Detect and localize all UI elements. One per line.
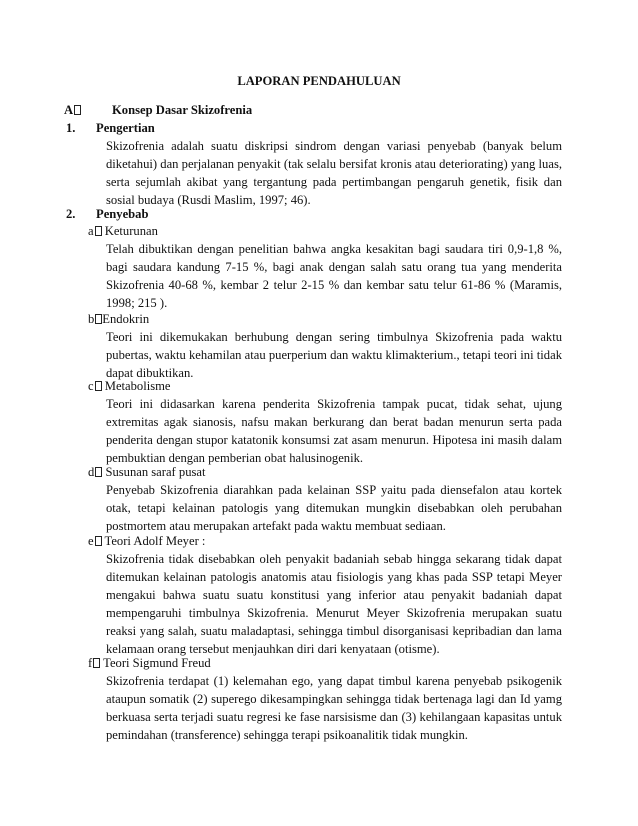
paragraph-line: bagi saudara kandung 7-15 %, bagi anak dengan salah satu orang tua yang menderita xyxy=(106,260,562,274)
cause-item-paragraph xyxy=(106,328,562,382)
paragraph-line: pemindahan (transference) sehingga terapi psikoanalitik tidak mungkin. xyxy=(106,728,468,742)
paragraph-line: reaksi yang salah, suatu maladaptasi, sehingga timbul disorganisasi kepribadian dan lama xyxy=(106,624,562,638)
bullet-box-icon xyxy=(95,467,102,477)
cause-item-paragraph xyxy=(106,395,562,467)
paragraph-line: Skizofrenia tidak disebabkan oleh penyakit badaniah sebab hingga sekarang tidak dapat xyxy=(106,552,562,566)
cause-item-marker: c xyxy=(88,379,94,393)
paragraph-line: extremitas agak sianosis, nafsu makan berkurang dan berat badan menurun serta pada xyxy=(106,415,562,429)
cause-item-marker: f xyxy=(88,656,93,670)
cause-item-marker: e xyxy=(88,534,94,548)
paragraph-line: Penyebab Skizofrenia diarahkan pada kelainan SSP yaitu pada diensefalon atau kortek xyxy=(106,483,562,497)
cause-item-marker: a xyxy=(88,224,94,238)
bullet-box-icon xyxy=(95,381,102,391)
section-a-label: Konsep Dasar Skizofrenia xyxy=(112,103,253,117)
page-title: LAPORAN PENDAHULUAN xyxy=(237,74,401,88)
cause-item-paragraph xyxy=(106,550,562,658)
cause-item-label: Teori Adolf Meyer : xyxy=(104,534,206,548)
paragraph-line: diketahui) dan perjalanan penyakit (tak selalu bersifat kronis atau deteriorating) yang luas, xyxy=(106,157,562,171)
paragraph-line: serta sejumlah akibat yang tergantung pada pertimbangan pengaruh genetik, fisik dan xyxy=(106,175,562,189)
penyebab-number: 2. xyxy=(66,207,76,221)
pengertian-number: 1. xyxy=(66,121,76,135)
pengertian-paragraph xyxy=(106,137,562,209)
bullet-box-icon xyxy=(95,226,102,236)
pengertian-label: Pengertian xyxy=(96,121,155,135)
paragraph-line: postmortem atau merupakan artefakt pada waktu membuat sediaan. xyxy=(106,519,446,533)
paragraph-line: Telah dibuktikan dengan penelitian bahwa angka kesakitan bagi saudara tiri 0,9-1,8 %, xyxy=(106,242,562,256)
paragraph-line: Teori ini didasarkan karena penderita Skizofrenia tampak pucat, tidak sehat, ujung xyxy=(106,397,562,411)
paragraph-line: mempengaruhi timbulnya Skizofrenia. Menurut Meyer Skizofrenia merupakan suatu xyxy=(106,606,562,620)
cause-item-label: Susunan saraf pusat xyxy=(105,465,206,479)
paragraph-line: penderita dengan stupor katatonik konsumsi zat asam menurun. Hipotesa ini masih dalam xyxy=(106,433,562,447)
cause-item-label: Teori Sigmund Freud xyxy=(103,656,211,670)
cause-item-paragraph xyxy=(106,240,562,312)
cause-item-label: Keturunan xyxy=(104,224,158,238)
paragraph-line: Skizofrenia adalah suatu diskripsi sindrom dengan variasi penyebab (banyak belum xyxy=(106,139,562,153)
paragraph-line: kelamaan orang tersebut menjauhkan diri dari kenyataan (otisme). xyxy=(106,642,440,656)
paragraph-line: ditemukan kelainan patologis anatomis atau fisiologis yang khas pada SSP tetapi Meyer xyxy=(106,570,562,584)
paragraph-line: Teori ini dikemukakan berhubung dengan sering timbulnya Skizofrenia pada waktu xyxy=(106,330,562,344)
paragraph-line: sosial budaya (Rusdi Maslim, 1997; 46). xyxy=(106,193,311,207)
cause-item-label: Endokrin xyxy=(102,312,150,326)
paragraph-line: Skizofrenia 40-68 %, kembar 2 telur 2-15 % dan kembar satu telur 61-86 % (Maramis, xyxy=(106,278,562,292)
paragraph-line: Skizofrenia terdapat (1) kelemahan ego, yang dapat timbul karena penyebab psikogenik xyxy=(106,674,562,688)
paragraph-line: otak, tetapi kelainan patologis yang ditemukan mungkin disebabkan oleh perubahan xyxy=(106,501,562,515)
paragraph-line: 1998; 215 ). xyxy=(106,296,168,310)
paragraph-line: mengakui bahwa suatu suatu konstitusi yang inferior atau penyakit badaniah dapat xyxy=(106,588,562,602)
paragraph-line: ataupun somatik (2) superego dikesampingkan sehingga tidak bertenaga lagi dan Id yamg xyxy=(106,692,562,706)
section-a-marker: A xyxy=(64,103,74,117)
penyebab-label: Penyebab xyxy=(96,207,149,221)
bullet-box-icon xyxy=(93,658,100,668)
bullet-box-icon xyxy=(95,536,102,546)
cause-item-marker: b xyxy=(88,312,95,326)
cause-item-paragraph xyxy=(106,481,562,535)
cause-item-label: Metabolisme xyxy=(104,379,171,393)
paragraph-line: dapat dibuktikan. xyxy=(106,366,194,380)
cause-item-marker: d xyxy=(88,465,95,479)
paragraph-line: berkuasa serta terjadi suatu regresi ke fase narsisisme dan (3) kehilangaan kapasitas untuk xyxy=(106,710,562,724)
bullet-box-icon xyxy=(74,105,81,115)
paragraph-line: pembuktian dengan pemberian obat halusinogenik. xyxy=(106,451,364,465)
cause-item-paragraph xyxy=(106,672,562,744)
paragraph-line: pubertas, waktu kehamilan atau puerperium dan waktu klimakterium., tetapi teori ini tidak xyxy=(106,348,562,362)
